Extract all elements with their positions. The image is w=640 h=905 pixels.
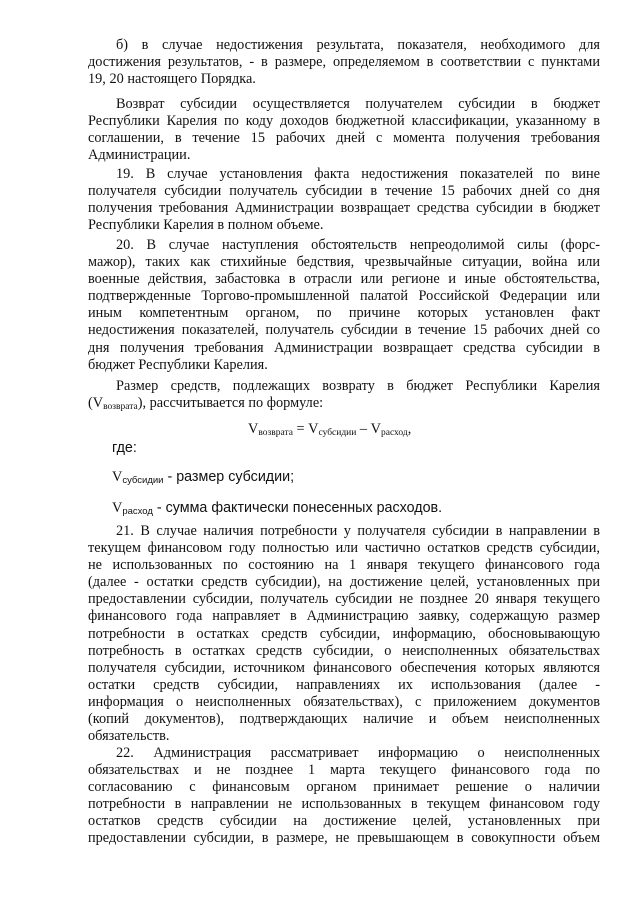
paragraph-22 [88, 745, 600, 848]
text-line: 21. В случае наличия потребности у получателя субсидии в направлении в [116, 523, 600, 539]
paragraph-20 [88, 237, 600, 374]
formula-var: V [248, 421, 259, 437]
definition-subsidy [112, 469, 294, 486]
paragraph-21 [88, 523, 600, 745]
formula-var: V [112, 469, 123, 485]
text-line: бюджет Республики Карелия. [88, 356, 268, 373]
text-line: предоставлении субсидии, в размере, не превышающем в совокупности объем [88, 830, 600, 847]
paragraph-19 [88, 166, 600, 234]
text-line: обязательствах и не позднее 1 марта текущего финансового года по [88, 762, 600, 779]
formula-var: V [112, 500, 123, 516]
text-line: мажор), таких как стихийные бедствия, чрезвычайные ситуации, война или [88, 254, 600, 271]
definition-text: - сумма фактически понесенных расходов. [152, 500, 443, 516]
text-line [88, 395, 600, 412]
text-line: предоставлении субсидии, получатель субсидии не позднее 20 января текущего [88, 591, 600, 608]
subscript: субсидии [122, 475, 164, 486]
where-label: где: [112, 440, 137, 456]
text-line: остатков средств субсидии на достижение целей, установленных при [88, 813, 600, 830]
text-line: Республики Карелия в полном объеме. [88, 217, 324, 234]
text-line: соглашении, в течение 15 рабочих дней с момента получения требования [88, 130, 600, 147]
definition-expense [112, 500, 442, 517]
subscript: расход [380, 428, 408, 438]
paragraph-return [88, 96, 600, 164]
text-line: получателя субсидии, источником финансового обеспечения которых являются [88, 659, 600, 676]
text-line: б) в случае недостижения результата, показателя, необходимого для [116, 37, 600, 53]
text-line: информация о неисполненных обязательствах), с приложением документов [88, 693, 600, 710]
text-line: Возврат субсидии осуществляется получателем субсидии в бюджет [116, 96, 600, 112]
subscript: субсидии [318, 428, 357, 438]
text-fragment: (V [88, 395, 104, 412]
text-line: 22. Администрация рассматривает информацию о неисполненных [116, 745, 600, 761]
definition-text: - размер субсидии; [163, 469, 295, 485]
text-line: согласованию с финансовым органом принимает решение о наличии [88, 779, 600, 796]
formula-op: = V [292, 421, 319, 437]
text-line: Администрации. [88, 147, 191, 164]
text-line: финансового года направляет в Администрацию заявку, содержащую размер [88, 608, 600, 625]
text-line: потребность в остатках средств субсидии, о неисполненных обязательствах [88, 642, 600, 659]
formula-op: – V [356, 421, 381, 437]
text-line: текущем финансовом году полностью или частично остатков средств субсидии, [88, 540, 600, 557]
subscript: возврата [258, 428, 293, 438]
text-line: остатки средств субсидии, направлениях их использования (далее - [88, 676, 600, 693]
text-line: 19, 20 настоящего Порядка. [88, 71, 256, 88]
text-line: 20. В случае наступления обстоятельств непреодолимой силы (форс- [116, 237, 600, 253]
text-line: потребности в остатках средств субсидии, информацию, обосновывающую [88, 625, 600, 642]
subscript: расход [122, 506, 153, 517]
formula [248, 421, 411, 438]
text-line: военные действия, забастовка в отрасли или регионе и иные обстоятельства, [88, 271, 600, 288]
text-line: (копий документов), подтверждающих наличие и объем неисполненных [88, 711, 600, 728]
text-line: достижения результатов, - в размере, определяемом в соответствии с пунктами [88, 54, 600, 71]
paragraph-size [88, 378, 600, 412]
text-line: (далее - остатки средств субсидии), на достижение целей, установленных при [88, 574, 600, 591]
text-fragment: ), рассчитывается по формуле: [137, 395, 324, 412]
text-line: 19. В случае установления факта недостижения показателей по вине [116, 166, 600, 182]
subscript: возврата [103, 402, 138, 413]
paragraph-b [88, 37, 600, 88]
text-line: подтвержденные Торгово-промышленной палатой Российской Федерации или [88, 288, 600, 305]
text-line: Республики Карелия по коду доходов бюджетной классификации, указанному в [88, 113, 600, 130]
text-line: Размер средств, подлежащих возврату в бюджет Республики Карелия [116, 378, 600, 394]
text-line: обязательств. [88, 728, 170, 745]
text-line: получения требования Администрации возвращает средства субсидии в бюджет [88, 200, 600, 217]
text-line: не использованных по состоянию на 1 января текущего финансового года [88, 557, 600, 574]
text-line: недостижения показателей, получатель субсидии в течение 15 рабочих дней со [88, 322, 600, 339]
formula-tail: , [407, 421, 412, 437]
text-line: потребности в направлении не использованных в текущем финансовом году [88, 796, 600, 813]
text-line: дня получения требования Администрации возвращает средства субсидии в [88, 339, 600, 356]
text-line: иным компетентным органом, по причине которых установлен факт [88, 305, 600, 322]
text-line: получателя субсидии получатель субсидии в течение 15 рабочих дней со дня [88, 183, 600, 200]
